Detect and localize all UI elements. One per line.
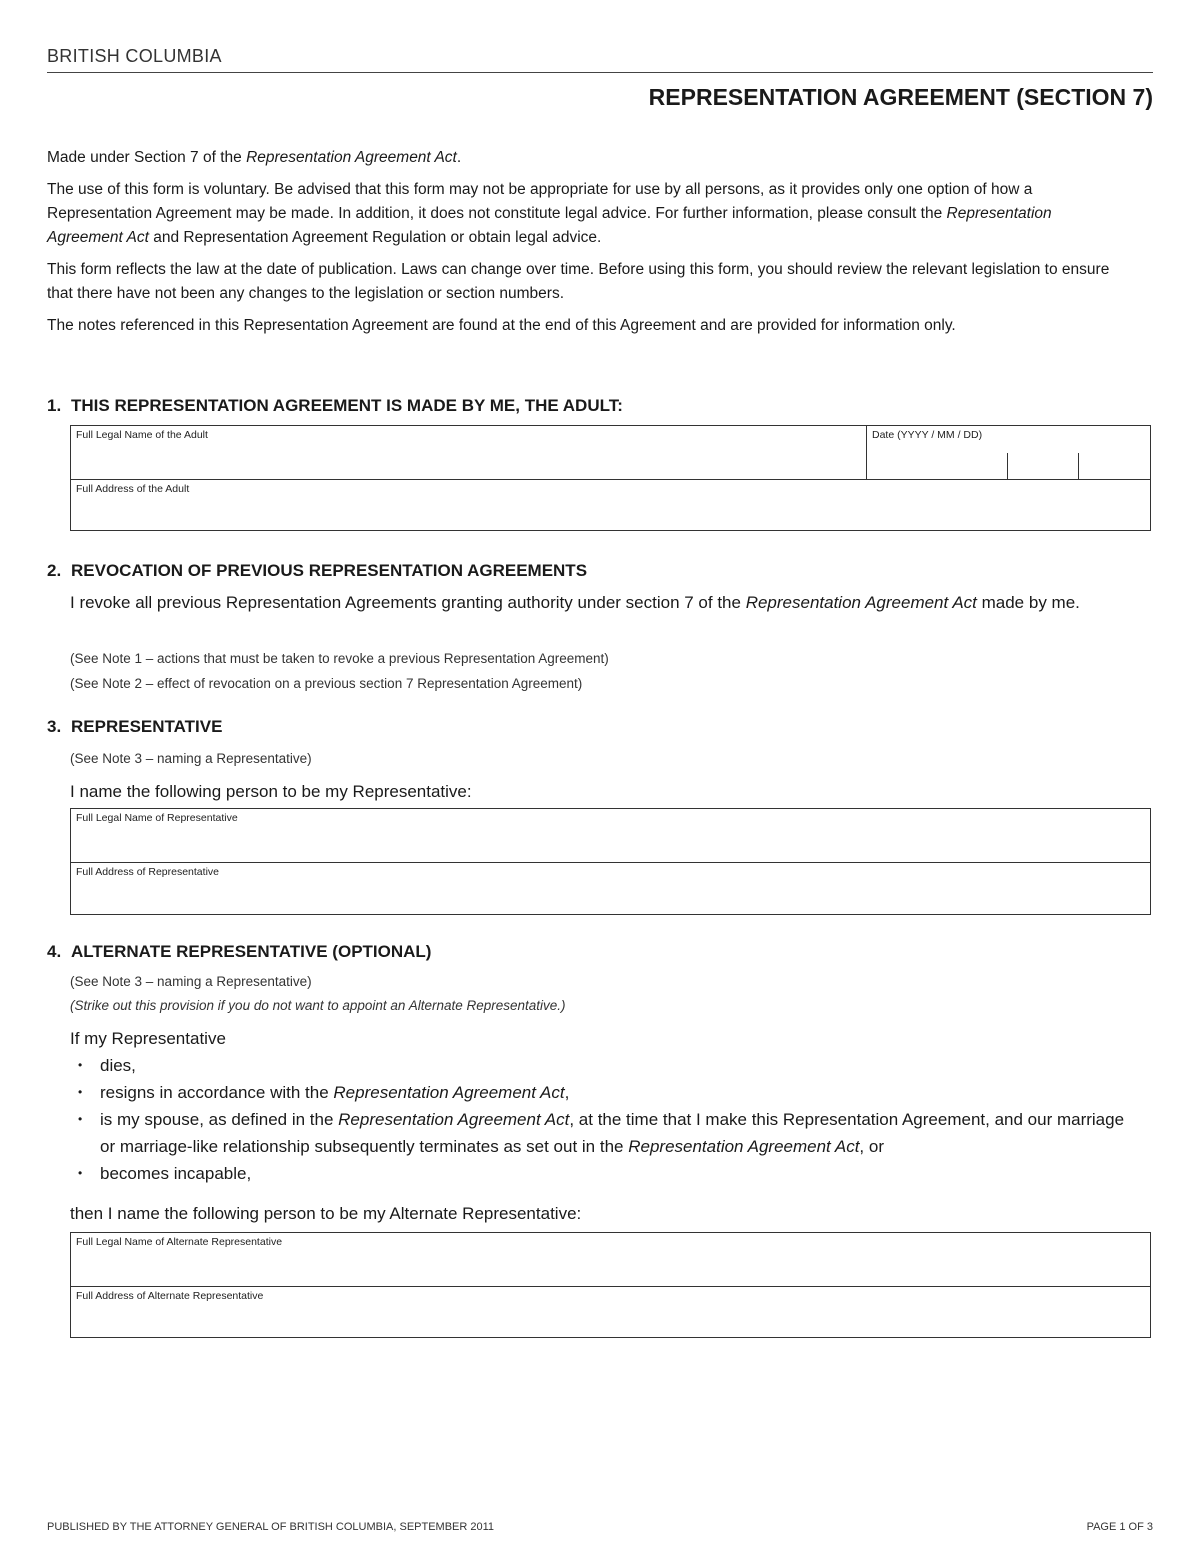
alternate-lead: If my Representative [70,1029,226,1048]
alternate-address-label: Full Address of Alternate Representative [76,1290,264,1302]
intro-notes: The notes referenced in this Representation Agreement are found at the end of this Agreement and are provided for information only. [47,317,956,334]
note-2-reference: (See Note 2 – effect of revocation on a previous section 7 Representation Agreement) [70,676,583,691]
page-title: REPRESENTATION AGREEMENT (SECTION 7) [648,84,1153,110]
note-1-reference: (See Note 1 – actions that must be taken to revoke a previous Representation Agreement) [70,651,609,666]
list-item: • becomes incapable, [70,1160,1140,1187]
section-4-heading: 4. ALTERNATE REPRESENTATIVE (OPTIONAL) [47,942,432,961]
alternate-name-field[interactable] [71,1233,1150,1286]
publisher-footer: PUBLISHED BY THE ATTORNEY GENERAL OF BRITISH COLUMBIA, SEPTEMBER 2011 [47,1521,495,1533]
alternate-intro: then I name the following person to be my Alternate Representative: [70,1204,582,1223]
section-3-heading: 3. REPRESENTATIVE [47,717,223,736]
representative-address-field[interactable] [71,862,1150,914]
date-field[interactable] [866,426,1150,479]
date-divider-year [1007,453,1008,479]
alternate-conditions-list [70,1052,1140,1187]
list-item: • dies, [70,1052,1140,1079]
province-label: BRITISH COLUMBIA [47,46,222,66]
representative-box [70,808,1151,915]
adult-address-field[interactable] [71,479,1150,530]
intro-made-under: Made under Section 7 of the Representation Agreement Act. [47,149,462,166]
intro-law-date: This form reflects the law at the date of publication. Laws can change over time. Before using this form, you should review the relevant legislation to ensure that there have not been any changes to the legislation or section numbers. [47,261,1110,302]
strike-out-note: (Strike out this provision if you do not want to appoint an Alternate Representative.) [70,998,566,1013]
representative-name-field[interactable] [71,809,1150,862]
intro-text [47,146,1127,346]
list-item: • resigns in accordance with the Representation Agreement Act, [70,1079,1140,1106]
adult-name-label: Full Legal Name of the Adult [76,429,208,441]
note-3-reference: (See Note 3 – naming a Representative) [70,751,312,766]
section-2-heading: 2. REVOCATION OF PREVIOUS REPRESENTATION AGREEMENTS [47,561,588,580]
note-3-reference-alt: (See Note 3 – naming a Representative) [70,974,312,989]
date-divider-month [1078,453,1079,479]
representative-name-label: Full Legal Name of Representative [76,812,238,824]
adult-name-field[interactable] [71,426,1150,479]
adult-details-box [70,425,1151,531]
header-rule [47,72,1153,73]
list-item: • is my spouse, as defined in the Representation Agreement Act, at the time that I make this Representation Agreement, and our marriage or marriage-like relationship subsequently terminates as set out in the Representation Agreement Act, or [70,1106,1140,1160]
alternate-representative-box [70,1232,1151,1338]
representative-address-label: Full Address of Representative [76,866,219,878]
section-1-heading: 1. THIS REPRESENTATION AGREEMENT IS MADE BY ME, THE ADULT: [47,396,623,415]
intro-voluntary: The use of this form is voluntary. Be advised that this form may not be appropriate for use by all persons, as it provides only one option of how a Representation Agreement may be made. In addition, it does not constitute legal advice. For further information, please consult the Representation Agreement Act and Representation Agreement Regulation or obtain legal advice. [47,181,1052,246]
alternate-name-label: Full Legal Name of Alternate Representative [76,1236,283,1248]
adult-address-label: Full Address of the Adult [76,483,190,495]
page-number: PAGE 1 OF 3 [1086,1521,1153,1533]
date-label: Date (YYYY / MM / DD) [872,429,983,441]
alternate-address-field[interactable] [71,1286,1150,1337]
revocation-text: I revoke all previous Representation Agreements granting authority under section 7 of the Representation Agreement Act made by me. [70,593,1080,612]
representative-intro: I name the following person to be my Representative: [70,782,472,801]
